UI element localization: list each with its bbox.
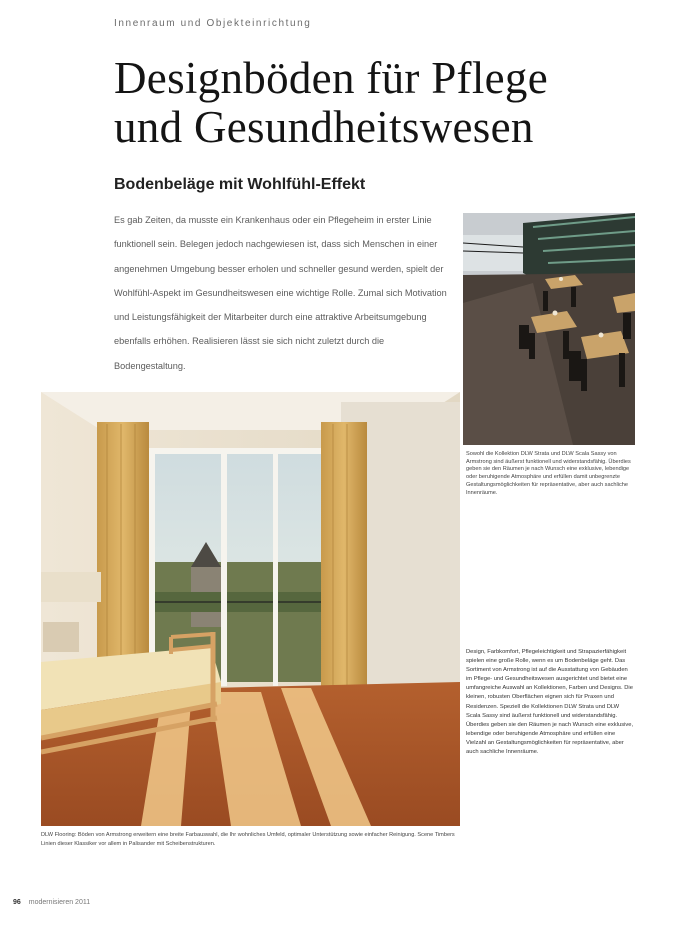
publication-name: modernisieren 2011 (28, 899, 91, 906)
page-footer (13, 899, 90, 906)
headline-line-2: und Gesundheitswesen (114, 102, 534, 152)
patient-room-photo (41, 392, 460, 826)
subheadline: Bodenbeläge mit Wohlfühl-Effekt (114, 176, 366, 193)
page-number: 96 (13, 899, 21, 906)
headline (114, 54, 634, 152)
lead-paragraph: Es gab Zeiten, da musste ein Krankenhaus oder ein Pflegeheim in erster Linie funktionell sein. Belegen jedoch nachgewiesen ist, dass sich Menschen in einer angenehmen Umgebung besser erholen und schneller gesund werden, spielt der Wohlfühl-Aspekt im Gesundheitswesen eine wichtige Rolle. Zumal sich Motivation und Leistungsfähigkeit der Mitarbeiter durch eine attraktive Arbeitsumgebung ebenfalls erhöhen. Realisieren lässt sie sich nicht zuletzt durch die Bodengestaltung. (114, 215, 447, 371)
caption-cafeteria: Sowohl die Kollektion DLW Strata und DLW Scala Sassy von Armstrong sind äußerst funktionell und widerstandsfähig. Überdies geben sie den Räumen je nach Wunsch eine exklusive, lebendige oder beruhigende Atmosphäre und erfüllen damit unbegrenzte Gestaltungsmöglichkeiten für repräsentative, aber auch sachliche Innenräume. (466, 451, 631, 496)
body-paragraph: Design, Farbkomfort, Pflegeleichtigkeit und Strapazierfähigkeit spielen eine große Rolle, wenn es um Bodenbeläge geht. Das Sortiment von Armstrong ist auf die Ausstattung von Gebäuden im Pflege- und Gesundheitswesen ausgerichtet und bietet eine umfangreiche Auswahl an Kollektionen, Farben und Designs. Die kleinen, robusten Oberflächen eignen sich für Praxen und Residenzen. Speziell die Kollektionen DLW Strata und DLW Scala Sassy sind äußerst funktionell und widerstandsfähig. Überdies geben sie den Räumen je nach Wunsch eine exklusive, lebendige oder beruhigende Atmosphäre und erfüllen eine Vielzahl an Gestaltungsmöglichkeiten für repräsentative, aber auch sachliche Innenräume. (466, 649, 634, 756)
cafeteria-illustration (463, 213, 635, 445)
patient-room-illustration (41, 392, 460, 826)
cafeteria-photo (463, 213, 635, 445)
section-kicker: Innenraum und Objekteinrichtung (114, 18, 312, 29)
headline-line-1: Designböden für Pflege (114, 53, 548, 103)
caption-patient-room: DLW Flooring: Böden von Armstrong erweitern eine breite Farbauswahl, die Ihr wohnliches Umfeld, optimaler Unterstützung sowie einfacher Reinigung. Scene Timbers Linien dieser Klassiker vor allem in Palisander mit Scheibenstrukturen. (41, 832, 455, 847)
